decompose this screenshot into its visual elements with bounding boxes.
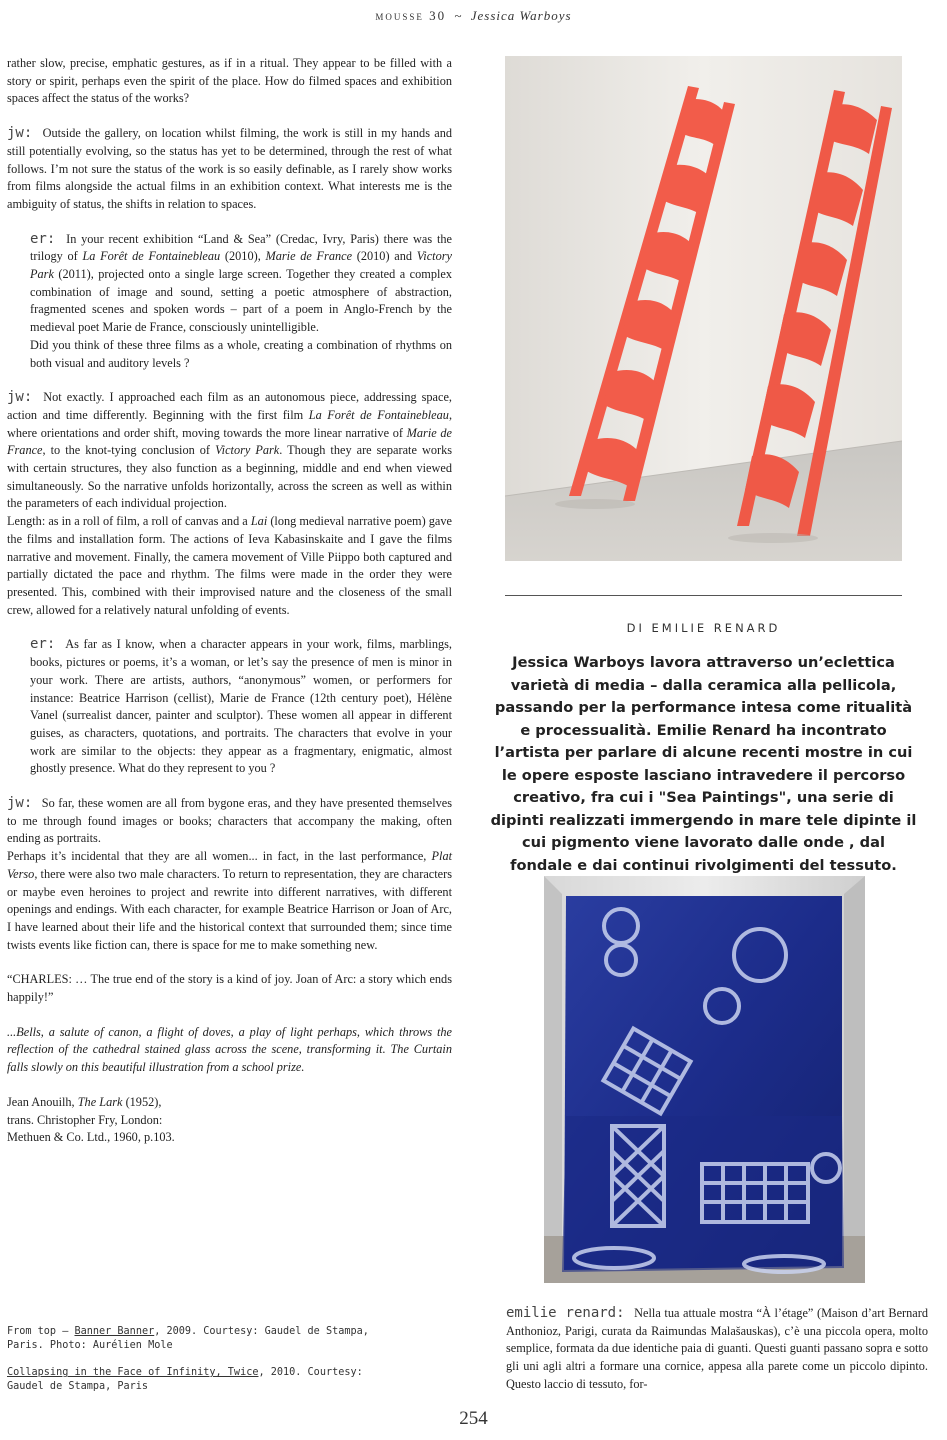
answer-text: (long medieval narrative poem) gave the films and installation form. The actions of Ieva Kabasinskaite and I gave the films narrative and movement. Finally, the camera movement of Ville Piippo both captured and partially dictated the pace and rhythm. The films were made in the order they were presented. This, combined with their improvised nature and the closeness of the small crew, allowed for a relatively natural unfolding of events. bbox=[7, 514, 452, 617]
banner-artwork-image bbox=[505, 56, 902, 561]
answer-text: Not exactly. I approached each film as an autonomous piece, addressing space, action and time differently. Beginning with the first film bbox=[7, 390, 452, 422]
question-paragraph bbox=[7, 231, 452, 373]
question-text: As far as I know, when a character appears in your work, films, marblings, books, pictures or poems, it’s a woman, or let’s say the presence of men is minor in your work. There are artists, authors, “anonymous” women, or performers for instance: Beatrice Harrison (cellist), Marie de France (12th century poet), Hélène Vanel (surrealist dancer, painter and sculptor). These women all appear in different guises, as characters, quotations, and portraits. The characters that evolve in your work are similar to the objects: they appear as a fragmentary, enigmatic, almost ghostly presence. What do they represent to you ? bbox=[30, 637, 452, 776]
question-continued: rather slow, precise, emphatic gestures, as if in a ritual. They appear to be filled with a story or spirit, perhaps even the spirit of the place. How do filmed spaces and exhibition spaces affect the status of the works? bbox=[7, 56, 452, 106]
film-title: Marie de France bbox=[265, 249, 353, 264]
answer-paragraph bbox=[7, 389, 452, 619]
citation-translation: trans. Christopher Fry, London: bbox=[7, 1112, 163, 1127]
italian-text: Nella tua attuale mostra “À l’étage” (Maison d’art Bernard Anthonioz, Parigi, curata da Raimundas Malašauskas), c’è una piccola opera, molto semplice, formata da due identiche paia di guanti. Questi guanti passano sopra e sotto gli uni agli altri a formare una cornice, appesa alla parete come un piccolo dipinto. Questo laccio di tessuto, for- bbox=[506, 1306, 928, 1391]
answer-text: . Though they are separate works with certain structures, they also function as a beginning, middle and end when viewed simultaneously. So the narrative unfolds horizontally, across the screen as well as within the parameters of each individual projection. bbox=[7, 443, 453, 511]
answer-text: Perhaps it’s incidental that they are all women... in fact, in the last performance, bbox=[7, 849, 427, 864]
citation-year: (1952), bbox=[125, 1094, 162, 1109]
caption-prefix: From top – bbox=[7, 1326, 69, 1337]
question-paragraph bbox=[7, 636, 452, 778]
page-number: 254 bbox=[459, 1408, 488, 1429]
quote-bells: ...Bells, a salute of canon, a flight of doves, a play of light perhaps, which throws the reflection of the cathedral stained glass across the scene, transforming it. The Curtain falls slowly on this beautiful illustration from a school prize. bbox=[7, 1024, 452, 1075]
header-artist: Jessica Warboys bbox=[470, 8, 572, 23]
author-byline: DI EMILIE RENARD bbox=[626, 621, 781, 635]
citation bbox=[7, 1094, 452, 1147]
film-title: Marie de France bbox=[7, 425, 452, 458]
italian-interview-start bbox=[506, 1305, 928, 1394]
film-title: La Forêt de Fontainebleau bbox=[308, 407, 449, 422]
question-text: In your recent exhibition “Land & Sea” (Credac, Ivry, Paris) there was the trilogy of bbox=[30, 231, 452, 264]
answer-text: Outside the gallery, on location whilst filming, the work is still in my hands and still potentially evolving, so the status has yet to be determined, through the rest of what follows. I’m not sure the status of the work is so easily definable, as I rarely show works from films alongside the actual films in an exhibition context. What interests me is the ambiguity of status, the shifts in relation to spaces. bbox=[7, 126, 453, 211]
film-title: La Forêt de Fontainebleau bbox=[82, 249, 221, 264]
term-italic: Lai bbox=[250, 514, 268, 529]
answer-text: Length: as in a roll of film, a roll of canvas and a bbox=[7, 514, 248, 529]
header-separator: ~ bbox=[454, 8, 463, 23]
question-text: Did you think of these three films as a whole, creating a combination of rhythms on both visual and auditory levels ? bbox=[30, 337, 452, 370]
film-title: Victory Park bbox=[215, 443, 280, 458]
question-text: (2010), bbox=[224, 249, 261, 264]
caption-credit: , 2010. Courtesy: Gaudel de Stampa, Paris bbox=[7, 1367, 363, 1392]
answer-text: , where orientations and order shift, moving towards the more linear narrative of bbox=[7, 407, 453, 440]
speaker-tag: jw: bbox=[7, 389, 33, 406]
sea-painting-image bbox=[544, 876, 865, 1283]
citation-title: The Lark bbox=[77, 1094, 123, 1109]
caption-title: Banner Banner bbox=[74, 1326, 155, 1337]
caption-1 bbox=[7, 1325, 377, 1352]
speaker-tag: jw: bbox=[7, 125, 33, 142]
speaker-tag: er: bbox=[30, 230, 56, 247]
film-title: Victory Park bbox=[30, 249, 452, 282]
quote-charles: “CHARLES: … The true end of the story is a kind of joy. Joan of Arc: a story which ends happily!” bbox=[7, 972, 452, 1005]
speaker-tag: emilie renard: bbox=[506, 1305, 625, 1321]
question-text: (2010) and bbox=[356, 249, 412, 264]
section-divider bbox=[505, 595, 902, 596]
speaker-tag: jw: bbox=[7, 795, 33, 812]
sea-painting-photo bbox=[544, 876, 865, 1283]
interview-column bbox=[7, 55, 452, 1147]
answer-text: , to the knot-tying conclusion of bbox=[42, 443, 211, 458]
image-captions bbox=[7, 1325, 377, 1407]
article-intro: Jessica Warboys lavora attraverso un’eclettica varietà di media – dalla ceramica alla pellicola, passando per la performance intesa come ritualità e processualità. Emilie Renard ha incontrato l’artista per parlare di alcune recenti mostre in cui le opere esposte lasciano intravedere il percorso creativo, fra cui i "Sea Paintings", una serie di dipinti realizzati immergendo in mare tele dipinte il cui pigmento viene lavorato dalle onde , dal fondale e dai continui rivolgimenti del tessuto. bbox=[490, 654, 917, 874]
banner-photo bbox=[505, 56, 902, 561]
caption-2 bbox=[7, 1366, 377, 1393]
caption-credit: , 2009. Courtesy: Gaudel de Stampa, Paris. Photo: Aurélien Mole bbox=[7, 1326, 369, 1351]
performance-title: Plat Verso bbox=[7, 849, 453, 881]
answer-paragraph bbox=[7, 795, 452, 954]
speaker-tag: er: bbox=[30, 636, 56, 653]
citation-publisher: Methuen & Co. Ltd., 1960, p.103. bbox=[7, 1130, 175, 1145]
answer-paragraph bbox=[7, 125, 452, 214]
question-text: (2011), projected onto a single large screen. Together they created a complex combination of image and sound, setting a poetic atmosphere of abstraction, fragmented scenes and spoken words – part of a poem in Anglo-French by the medieval poet Marie de France, consciously unintelligible. bbox=[30, 267, 452, 335]
caption-title: Collapsing in the Face of Infinity, Twice bbox=[7, 1367, 259, 1379]
running-header bbox=[0, 8, 947, 24]
publication-name: mousse 30 bbox=[375, 8, 447, 23]
answer-text: , there were also two male characters. To return to representation, they are characters or maybe even heroines to project and rewrite into different narratives, with different openings and endings. With each character, for example Beatrice Harrison or Joan of Arc, I have learned about their life and the historical context that surrounded them; since time twists events like fiction can, there is space for me to make something new. bbox=[7, 866, 452, 952]
answer-text: So far, these women are all from bygone eras, and they have presented themselves to me through found images or books; characters that accompany the making, often ending as portraits. bbox=[7, 796, 452, 846]
citation-author: Jean Anouilh, bbox=[7, 1094, 75, 1109]
